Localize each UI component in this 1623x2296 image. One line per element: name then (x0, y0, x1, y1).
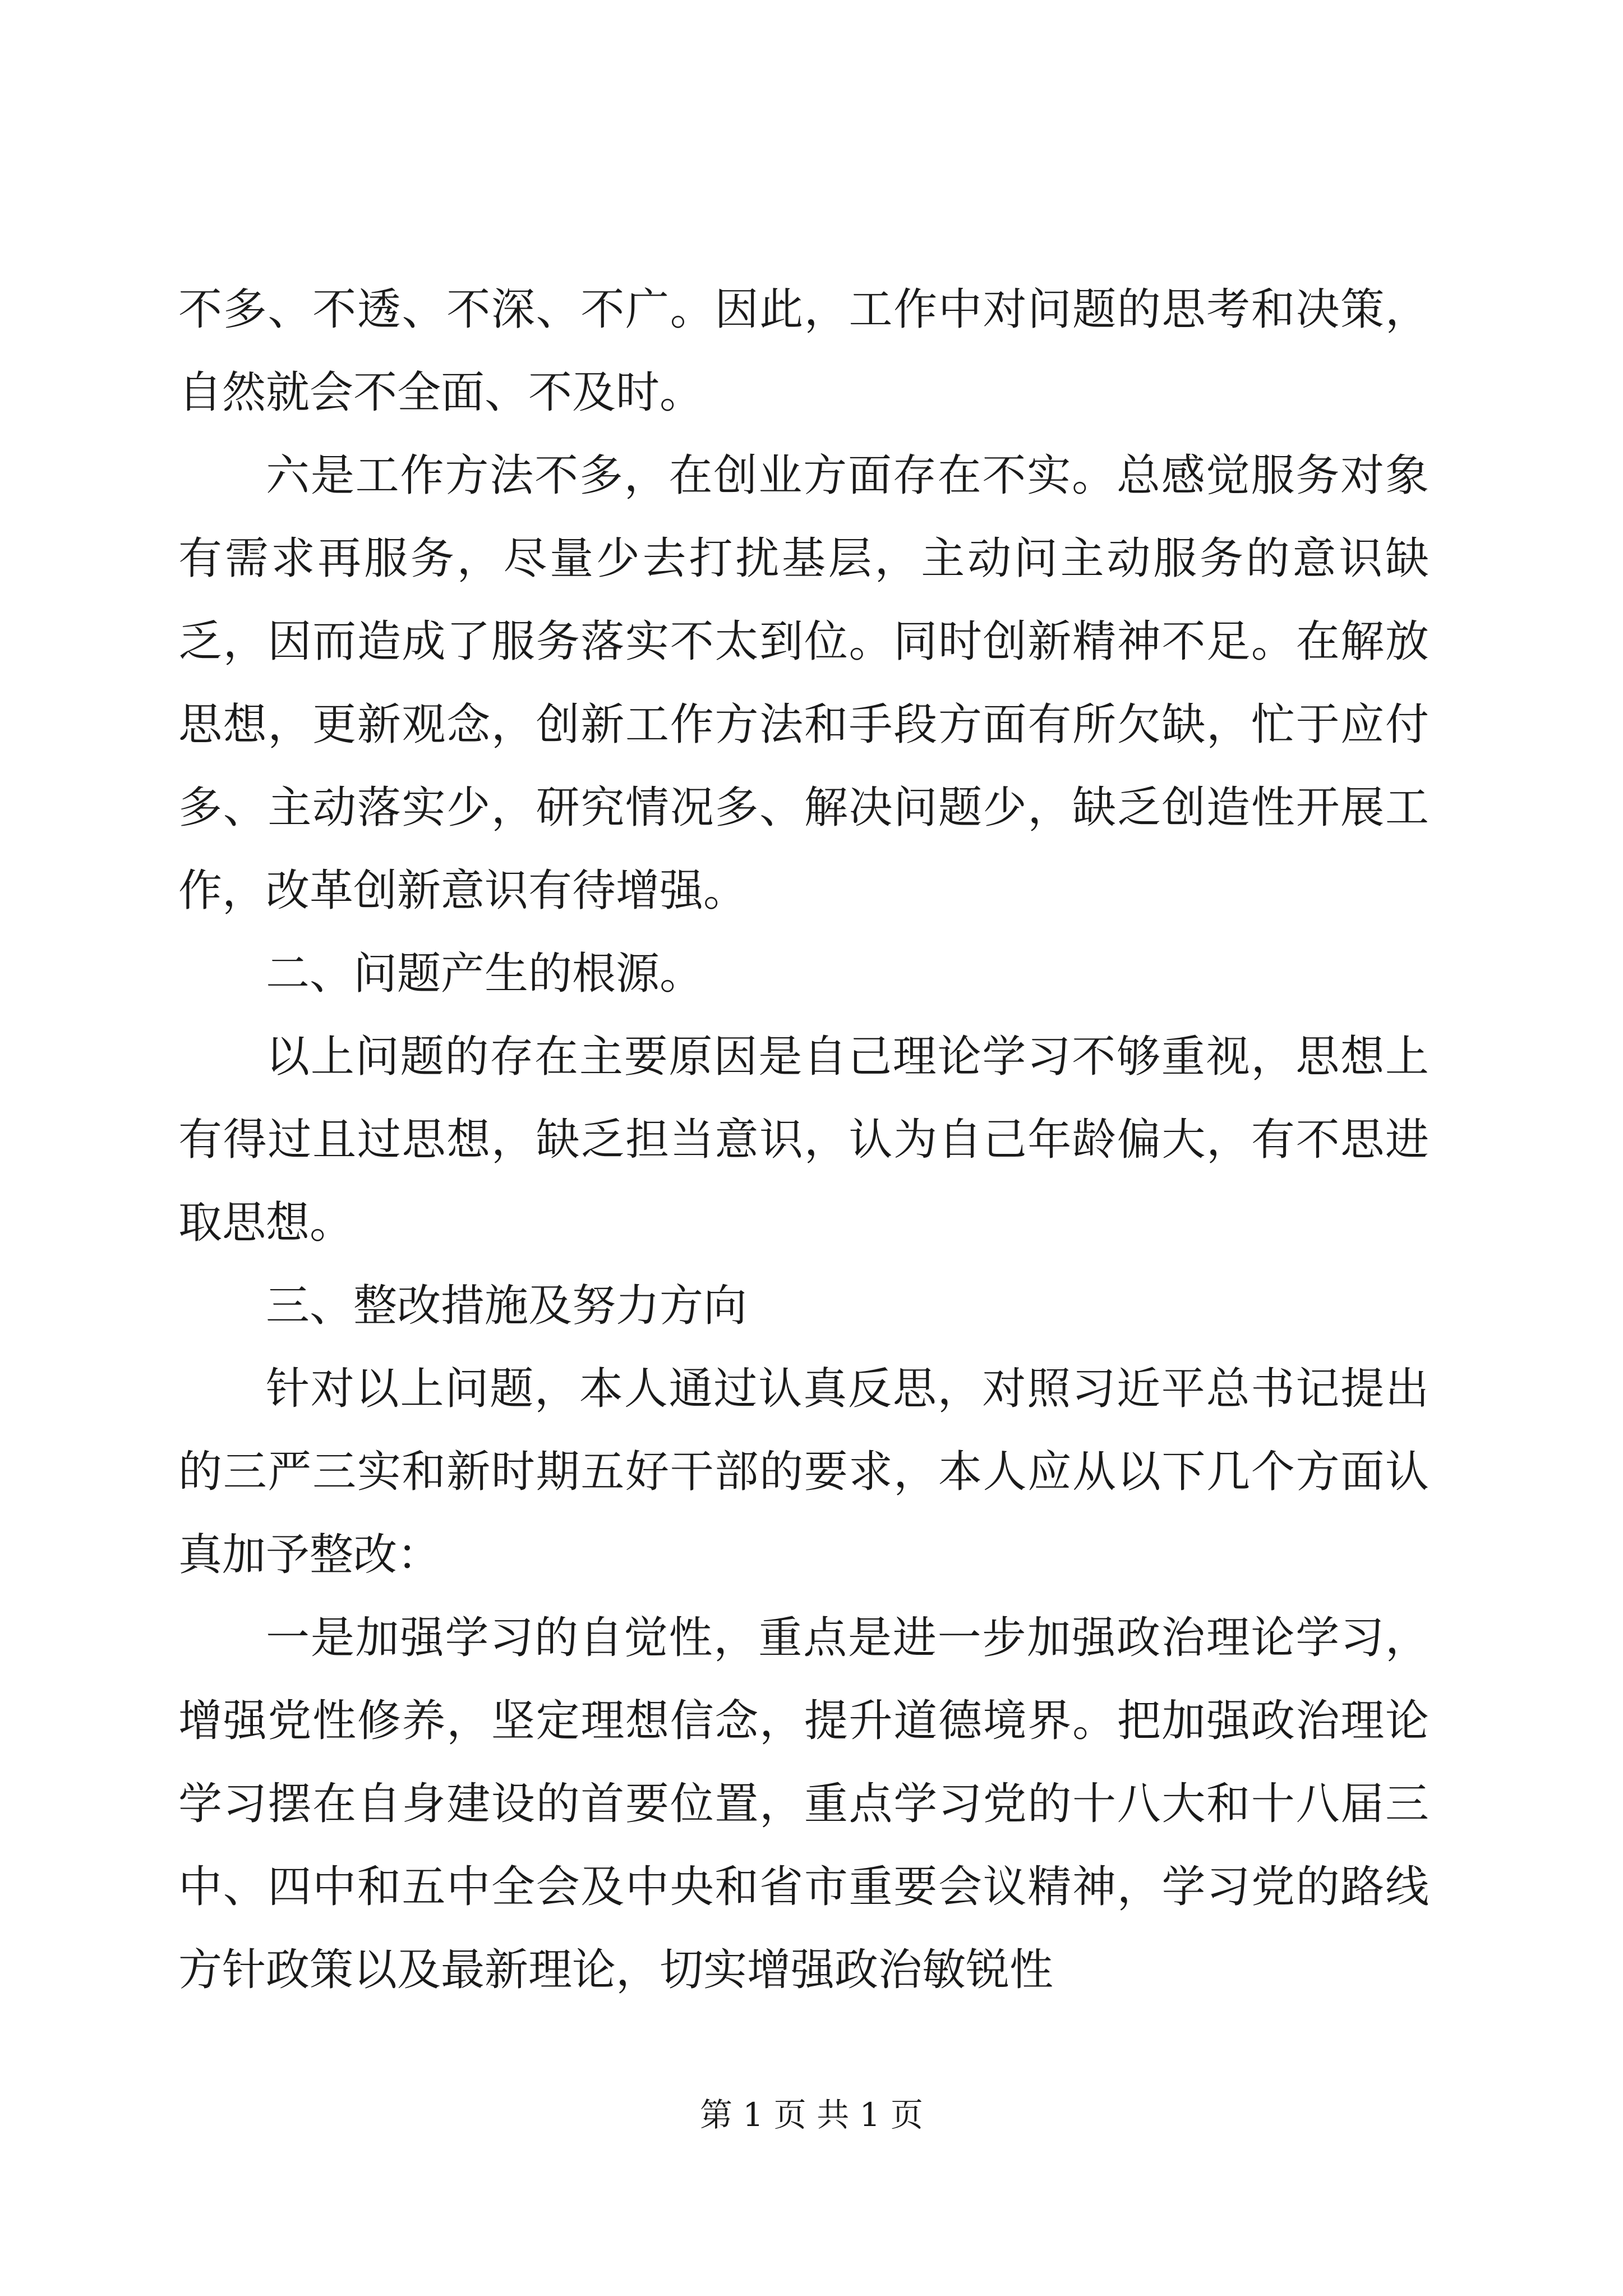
section-heading-rectification: 三、整改措施及努力方向 (266, 1281, 748, 1331)
paragraph-work-methods: 六是工作方法不多，在创业方面存在不实。总感觉服务对象有需求再服务，尽量少去打扰基层，主动问主动服务的意识缺乏，因而造成了服务落实不太到位。同时创新精神不足。在解放思想，更新观念，创新工作方法和手段方面有所欠缺，忙于应付多、主动落实少，研究情况多、解决问题少，缺乏创造性开展工作，改革创新意识有待增强。 (178, 450, 1429, 916)
paragraph-root-causes: 以上问题的存在主要原因是自己理论学习不够重视，思想上有得过且过思想，缺乏担当意识，认为自己年龄偏大，有不思进取思想。 (178, 1032, 1429, 1248)
paragraph-rectification-intro: 针对以上问题，本人通过认真反思，对照习近平总书记提出的三严三实和新时期五好干部的要求，本人应从以下几个方面认真加予整改： (178, 1364, 1429, 1580)
paragraph-continuation: 不多、不透、不深、不广。因此，工作中对问题的思考和决策，自然就会不全面、不及时。 (178, 284, 1429, 418)
page-number-footer: 第 1 页 共 1 页 (700, 2096, 923, 2134)
section-heading-root-causes: 二、问题产生的根源。 (266, 949, 704, 999)
document-body (178, 268, 1429, 2012)
paragraph-strengthen-study: 一是加强学习的自觉性，重点是进一步加强政治理论学习，增强党性修养，坚定理想信念，提升道德境界。把加强政治理论学习摆在自身建设的首要位置，重点学习党的十八大和十八届三中、四中和五中全会及中央和省市重要会议精神，学习党的路线方针政策以及最新理论，切实增强政治敏锐性 (178, 1613, 1429, 1995)
